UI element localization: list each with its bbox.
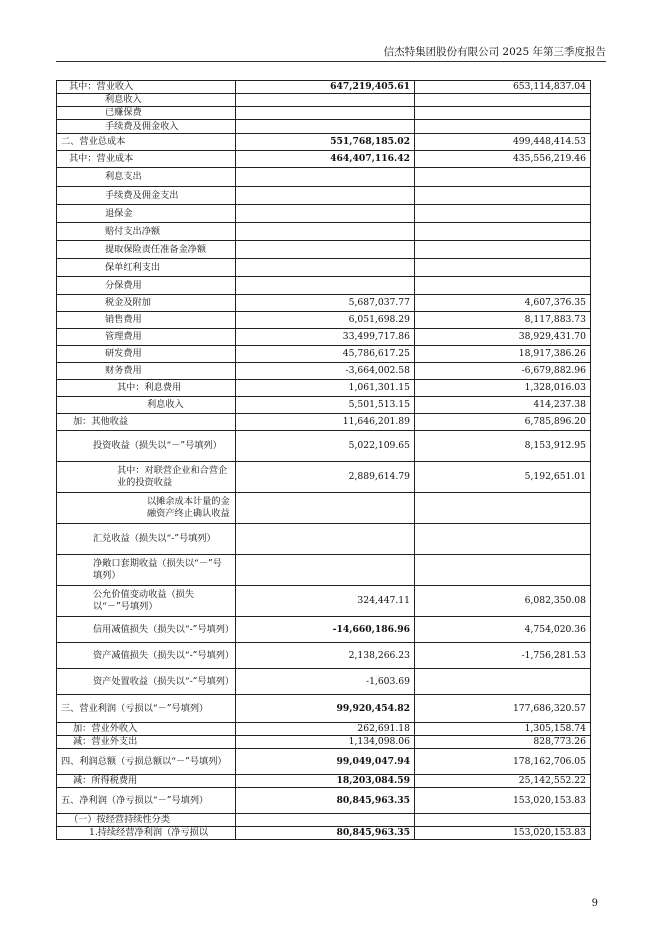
current-period-value: 464,407,116.42 — [236, 151, 415, 168]
row-label: （一）按经营持续性分类 — [57, 814, 236, 827]
prior-period-value: 25,142,552.22 — [415, 775, 591, 788]
row-label: 资产减值损失（损失以“-”号填列） — [57, 643, 236, 669]
prior-period-value: 1,305,158.74 — [415, 723, 591, 736]
income-statement-body — [57, 81, 591, 840]
row-label: 公允价值变动收益（损失以“－”号填列） — [57, 586, 236, 617]
row-label: 五、净利润（净亏损以“－”号填列） — [57, 788, 236, 814]
current-period-value: 2,138,266.23 — [236, 643, 415, 669]
current-period-value — [236, 107, 415, 120]
table-row — [57, 723, 591, 736]
prior-period-value — [415, 107, 591, 120]
prior-period-value: 828,773.26 — [415, 736, 591, 749]
current-period-value — [236, 493, 415, 524]
row-label: 信用减值损失（损失以“-”号填列） — [57, 617, 236, 643]
current-period-value — [236, 241, 415, 259]
table-row — [57, 241, 591, 259]
prior-period-value: 4,754,020.36 — [415, 617, 591, 643]
row-label: 投资收益（损失以“－”号填列） — [57, 431, 236, 462]
table-row — [57, 295, 591, 312]
prior-period-value — [415, 241, 591, 259]
table-row — [57, 827, 591, 840]
current-period-value — [236, 168, 415, 187]
prior-period-value — [415, 94, 591, 107]
table-row — [57, 107, 591, 120]
row-label: 三、营业利润（亏损以“－”号填列） — [57, 695, 236, 723]
row-label: 四、利润总额（亏损总额以“－”号填列） — [57, 749, 236, 775]
current-period-value: 5,501,513.15 — [236, 397, 415, 414]
prior-period-value: -6,679,882.96 — [415, 363, 591, 380]
page-number: 9 — [591, 898, 598, 909]
prior-period-value: 499,448,414.53 — [415, 134, 591, 151]
current-period-value — [236, 277, 415, 295]
table-row — [57, 462, 591, 493]
row-label: 赔付支出净额 — [57, 223, 236, 241]
row-label: 加：其他收益 — [57, 414, 236, 431]
prior-period-value — [415, 205, 591, 223]
row-label: 手续费及佣金收入 — [57, 120, 236, 134]
row-label: 利息收入 — [57, 397, 236, 414]
table-row — [57, 814, 591, 827]
current-period-value: 6,051,698.29 — [236, 312, 415, 329]
current-period-value: 45,786,617.25 — [236, 346, 415, 363]
prior-period-value — [415, 259, 591, 277]
row-label: 手续费及佣金支出 — [57, 187, 236, 205]
current-period-value: 5,022,109.65 — [236, 431, 415, 462]
table-row — [57, 134, 591, 151]
table-row — [57, 669, 591, 695]
row-label: 其中：利息费用 — [57, 380, 236, 397]
table-row — [57, 643, 591, 669]
row-label: 其中：营业成本 — [57, 151, 236, 168]
prior-period-value — [415, 669, 591, 695]
row-label: 1.持续经营净利润（净亏损以 — [57, 827, 236, 840]
table-row — [57, 329, 591, 346]
prior-period-value: 153,020,153.83 — [415, 788, 591, 814]
table-row — [57, 223, 591, 241]
row-label: 其中：营业收入 — [57, 81, 236, 94]
table-row — [57, 259, 591, 277]
table-row — [57, 524, 591, 555]
prior-period-value: 414,237.38 — [415, 397, 591, 414]
row-label: 其中：对联营企业和合营企业的投资收益 — [57, 462, 236, 493]
row-label: 加：营业外收入 — [57, 723, 236, 736]
row-label: 净敞口套期收益（损失以“－”号填列） — [57, 555, 236, 586]
prior-period-value: 6,785,896.20 — [415, 414, 591, 431]
current-period-value: 80,845,963.35 — [236, 788, 415, 814]
row-label: 研发费用 — [57, 346, 236, 363]
table-row — [57, 94, 591, 107]
current-period-value: 647,219,405.61 — [236, 81, 415, 94]
current-period-value — [236, 94, 415, 107]
table-row — [57, 168, 591, 187]
current-period-value — [236, 223, 415, 241]
table-row — [57, 555, 591, 586]
table-row — [57, 431, 591, 462]
prior-period-value — [415, 524, 591, 555]
prior-period-value: -1,756,281.53 — [415, 643, 591, 669]
table-row — [57, 775, 591, 788]
income-statement-table — [56, 80, 591, 840]
current-period-value: 262,691.18 — [236, 723, 415, 736]
current-period-value: 18,203,084.59 — [236, 775, 415, 788]
table-row — [57, 205, 591, 223]
table-row — [57, 346, 591, 363]
table-row — [57, 187, 591, 205]
prior-period-value: 8,117,883.73 — [415, 312, 591, 329]
table-row — [57, 695, 591, 723]
table-row — [57, 151, 591, 168]
table-row — [57, 493, 591, 524]
table-row — [57, 363, 591, 380]
current-period-value: 80,845,963.35 — [236, 827, 415, 840]
table-row — [57, 586, 591, 617]
current-period-value — [236, 187, 415, 205]
current-period-value: -1,603.69 — [236, 669, 415, 695]
prior-period-value: 178,162,706.05 — [415, 749, 591, 775]
row-label: 分保费用 — [57, 277, 236, 295]
row-label: 提取保险责任准备金净额 — [57, 241, 236, 259]
current-period-value: 2,889,614.79 — [236, 462, 415, 493]
prior-period-value: 8,153,912.95 — [415, 431, 591, 462]
table-row — [57, 120, 591, 134]
table-row — [57, 414, 591, 431]
table-row — [57, 749, 591, 775]
header-rule — [56, 61, 606, 62]
row-label: 保单红利支出 — [57, 259, 236, 277]
prior-period-value: 38,929,431.70 — [415, 329, 591, 346]
current-period-value: 99,920,454.82 — [236, 695, 415, 723]
prior-period-value — [415, 555, 591, 586]
prior-period-value — [415, 120, 591, 134]
current-period-value: -14,660,186.96 — [236, 617, 415, 643]
current-period-value — [236, 555, 415, 586]
table-row — [57, 788, 591, 814]
prior-period-value: 177,686,320.57 — [415, 695, 591, 723]
prior-period-value: 153,020,153.83 — [415, 827, 591, 840]
table-row — [57, 81, 591, 94]
row-label: 资产处置收益（损失以“-”号填列） — [57, 669, 236, 695]
row-label: 财务费用 — [57, 363, 236, 380]
row-label: 销售费用 — [57, 312, 236, 329]
current-period-value — [236, 524, 415, 555]
row-label: 利息支出 — [57, 168, 236, 187]
prior-period-value — [415, 223, 591, 241]
current-period-value: 551,768,185.02 — [236, 134, 415, 151]
row-label: 减：所得税费用 — [57, 775, 236, 788]
current-period-value: 1,061,301.15 — [236, 380, 415, 397]
current-period-value: 11,646,201.89 — [236, 414, 415, 431]
prior-period-value: 435,556,219.46 — [415, 151, 591, 168]
prior-period-value: 6,082,350.08 — [415, 586, 591, 617]
table-row — [57, 617, 591, 643]
current-period-value: 324,447.11 — [236, 586, 415, 617]
prior-period-value — [415, 814, 591, 827]
prior-period-value: 5,192,651.01 — [415, 462, 591, 493]
row-label: 管理费用 — [57, 329, 236, 346]
prior-period-value: 18,917,386.26 — [415, 346, 591, 363]
current-period-value: 99,049,047.94 — [236, 749, 415, 775]
prior-period-value: 653,114,837.04 — [415, 81, 591, 94]
table-row — [57, 380, 591, 397]
prior-period-value: 1,328,016.03 — [415, 380, 591, 397]
table-row — [57, 397, 591, 414]
current-period-value — [236, 120, 415, 134]
row-label: 二、营业总成本 — [57, 134, 236, 151]
report-header: 信杰特集团股份有限公司 2025 年第三季度报告 — [383, 46, 606, 58]
row-label: 以摊余成本计量的金融资产终止确认收益 — [57, 493, 236, 524]
row-label: 已赚保费 — [57, 107, 236, 120]
prior-period-value — [415, 493, 591, 524]
current-period-value: 1,134,098.06 — [236, 736, 415, 749]
row-label: 减：营业外支出 — [57, 736, 236, 749]
current-period-value: -3,664,002.58 — [236, 363, 415, 380]
prior-period-value: 4,607,376.35 — [415, 295, 591, 312]
row-label: 利息收入 — [57, 94, 236, 107]
prior-period-value — [415, 277, 591, 295]
table-row — [57, 312, 591, 329]
prior-period-value — [415, 168, 591, 187]
current-period-value — [236, 259, 415, 277]
current-period-value: 5,687,037.77 — [236, 295, 415, 312]
current-period-value — [236, 205, 415, 223]
row-label: 汇兑收益（损失以“-”号填列） — [57, 524, 236, 555]
current-period-value — [236, 814, 415, 827]
row-label: 税金及附加 — [57, 295, 236, 312]
table-row — [57, 736, 591, 749]
prior-period-value — [415, 187, 591, 205]
table-row — [57, 277, 591, 295]
row-label: 退保金 — [57, 205, 236, 223]
current-period-value: 33,499,717.86 — [236, 329, 415, 346]
